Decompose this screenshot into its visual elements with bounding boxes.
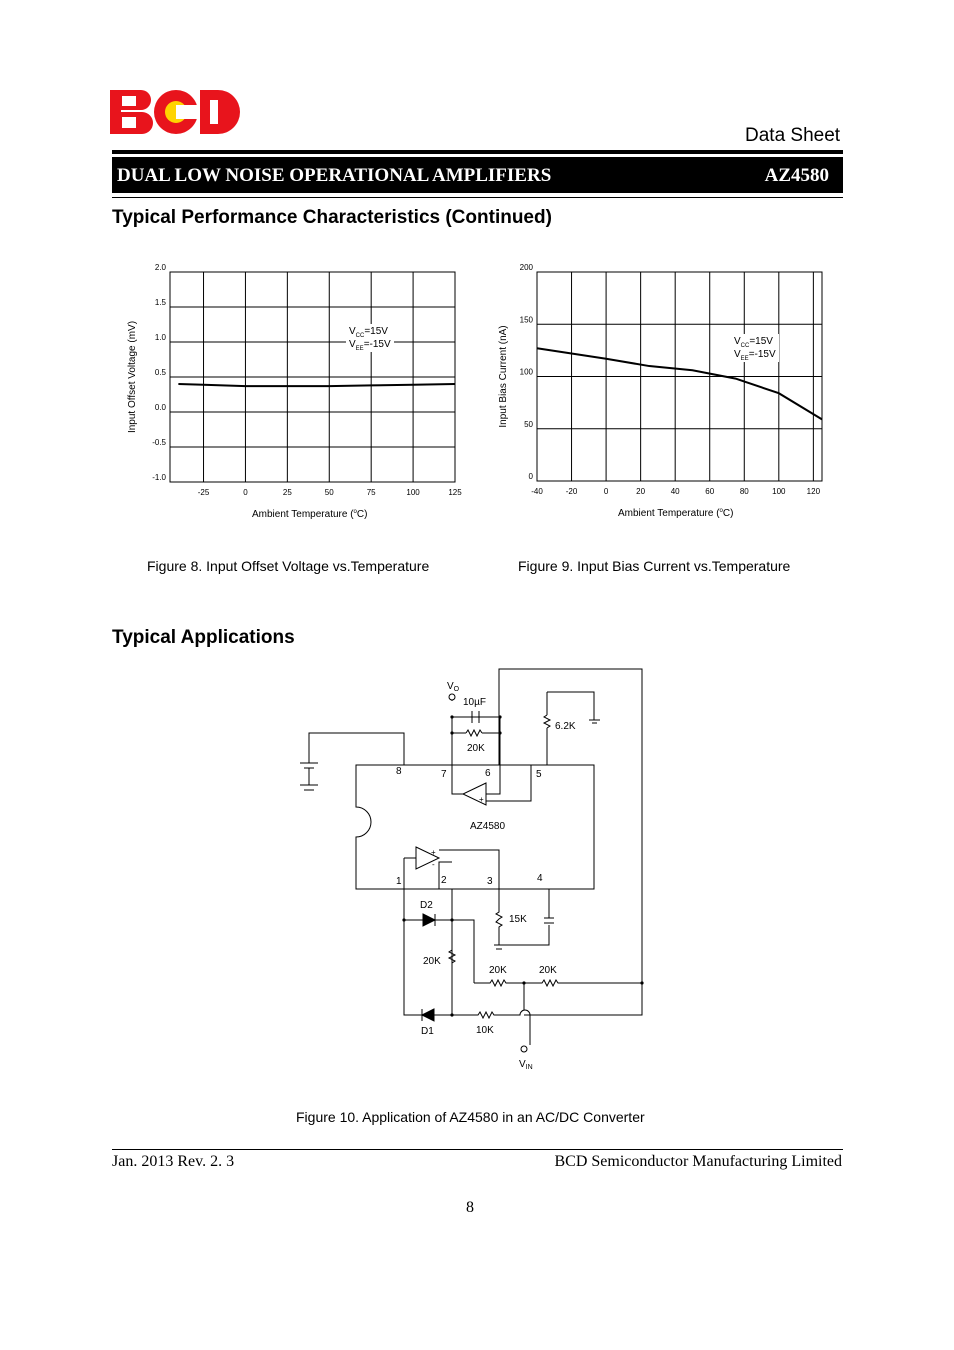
- x-tick-label: 75: [366, 488, 376, 497]
- svg-text:VIN: [519, 1059, 533, 1071]
- bcd-logo: [108, 88, 242, 136]
- doc-type: Data Sheet: [745, 125, 841, 146]
- annotation-vcc-value: =15V: [749, 336, 773, 347]
- upper-plus: +: [479, 795, 484, 804]
- applications-heading: Typical Applications: [112, 627, 295, 648]
- header-rule: [112, 150, 843, 154]
- pin-1: 1: [396, 876, 402, 887]
- x-tick-label: 120: [806, 487, 821, 496]
- vo-label: V: [447, 681, 454, 692]
- x-tick-label: 0: [603, 487, 609, 496]
- bias-current-chart: [490, 262, 840, 522]
- cap-label: 10µF: [463, 697, 486, 708]
- page-number: 8: [466, 1199, 474, 1216]
- y-axis-label: Input Offset Voltage (mV): [127, 320, 138, 434]
- y-tick-label: 0.0: [154, 403, 166, 412]
- pin-8: 8: [396, 766, 402, 777]
- x-axis-label-end: C): [356, 509, 368, 520]
- y-tick-label: 100: [519, 367, 533, 377]
- y-tick-label: -0.5: [152, 438, 166, 447]
- x-tick-label: 0: [243, 488, 248, 497]
- fig10-caption: Figure 10. Application of AZ4580 in an AC/DC Converter: [296, 1109, 645, 1125]
- y-tick-label: 150: [519, 315, 533, 325]
- acdc-converter-schematic: [290, 665, 660, 1080]
- y-tick-label: 1.0: [154, 333, 166, 342]
- y-tick-label: 0: [528, 472, 533, 481]
- x-tick-label: 100: [406, 488, 420, 497]
- r-15k-label: 15K: [509, 914, 527, 925]
- svg-text:VO: [447, 681, 460, 693]
- y-tick-label: 50: [524, 419, 533, 429]
- x-axis-label-main: Ambient Temperature (: [618, 508, 720, 519]
- fig8-caption: Figure 8. Input Offset Voltage vs.Temperature: [147, 558, 430, 574]
- x-tick-label: 20: [636, 487, 646, 496]
- pin-6: 6: [485, 768, 491, 779]
- vo-sub: O: [453, 686, 460, 693]
- vin-sub: IN: [525, 1064, 533, 1071]
- x-axis-label: [618, 508, 733, 519]
- part-number: AZ4580: [764, 165, 829, 186]
- x-axis-label-sup: o: [353, 509, 357, 515]
- footer-rule: [112, 1149, 843, 1150]
- x-axis-label-sup: o: [719, 508, 723, 514]
- r-20k-mid-label: 20K: [489, 965, 507, 976]
- fig9-caption: Figure 9. Input Bias Current vs.Temperature: [518, 558, 791, 574]
- d1-label: D1: [421, 1026, 434, 1037]
- r-10k-label: 10K: [476, 1025, 494, 1036]
- x-tick-label: -40: [531, 487, 543, 496]
- x-tick-label: 50: [324, 488, 334, 497]
- r-62k-label: 6.2K: [555, 721, 576, 732]
- title-underline: [112, 197, 843, 198]
- y-tick-label: 2.0: [154, 263, 166, 272]
- x-tick-label: 80: [739, 487, 749, 496]
- vin-label: V: [519, 1059, 526, 1070]
- annotation-v: V: [349, 326, 356, 337]
- pin-2: 2: [441, 875, 447, 886]
- x-tick-label: 60: [705, 487, 715, 496]
- y-tick-label: -1.0: [152, 473, 166, 482]
- annotation-vcc-value: =15V: [364, 326, 388, 337]
- product-title: DUAL LOW NOISE OPERATIONAL AMPLIFIERS: [117, 165, 552, 186]
- x-axis-label: [252, 509, 367, 520]
- x-axis-label-end: C): [722, 508, 734, 519]
- r-20k-left-label: 20K: [423, 956, 441, 967]
- annotation-sub-cc: CC: [355, 333, 365, 339]
- y-axis-label: Input Bias Current (nA): [498, 325, 509, 428]
- x-tick-label: 40: [670, 487, 680, 496]
- pin-7: 7: [441, 769, 447, 780]
- y-tick-label: 0.5: [154, 368, 166, 377]
- x-tick-label: -20: [565, 487, 578, 496]
- annotation-sub-ee: EE: [740, 356, 749, 362]
- d2-label: D2: [420, 900, 433, 911]
- footer-date: Jan. 2013 Rev. 2. 3: [112, 1153, 235, 1170]
- lower-plus: +: [431, 848, 436, 857]
- annotation-v: V: [734, 349, 741, 360]
- r-20k-right-label: 20K: [539, 965, 557, 976]
- annotation-vee-value: =-15V: [748, 349, 776, 360]
- chip-label: AZ4580: [470, 821, 506, 832]
- y-tick-label: 200: [519, 263, 533, 272]
- pin-4: 4: [537, 873, 543, 884]
- offset-voltage-chart: [120, 262, 480, 527]
- r-feedback-label: 20K: [467, 743, 485, 754]
- pin-3: 3: [487, 876, 493, 887]
- x-tick-label: 25: [282, 488, 292, 497]
- x-axis-label-main: Ambient Temperature (: [252, 509, 354, 520]
- x-tick-label: 125: [448, 488, 462, 497]
- annotation-v: V: [349, 339, 356, 350]
- pin-5: 5: [536, 769, 542, 780]
- annotation-sub-ee: EE: [355, 346, 364, 352]
- footer-company: BCD Semiconductor Manufacturing Limited: [554, 1153, 842, 1170]
- x-tick-label: -25: [197, 488, 210, 497]
- lower-minus: -: [432, 860, 435, 869]
- annotation-sub-cc: CC: [740, 343, 750, 349]
- annotation-v: V: [734, 336, 741, 347]
- x-tick-label: 100: [772, 487, 786, 496]
- performance-heading: Typical Performance Characteristics (Continued): [112, 207, 552, 228]
- title-bar: [112, 157, 843, 193]
- annotation-vee-value: =-15V: [363, 339, 391, 350]
- y-tick-label: 1.5: [154, 298, 166, 307]
